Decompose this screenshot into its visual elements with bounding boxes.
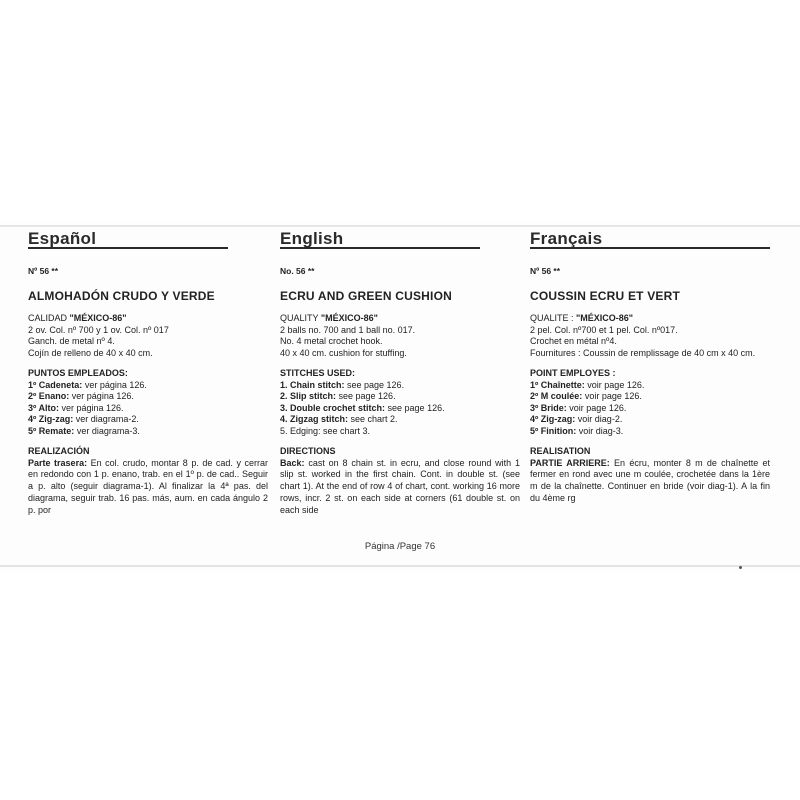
- quality-value: "MÉXICO-86": [576, 313, 634, 323]
- language-heading: Español: [28, 229, 97, 248]
- stitch-name: 3. Double crochet stitch:: [280, 402, 386, 413]
- stitches-list: [280, 380, 520, 438]
- material-item: Ganch. de metal nº 4.: [28, 336, 115, 346]
- stitches-list: [28, 380, 268, 438]
- language-heading: English: [280, 229, 344, 248]
- quality-line: [530, 313, 770, 325]
- stitch-name: 3º Alto:: [28, 402, 59, 413]
- materials-list: [28, 325, 268, 360]
- directions-heading: REALISATION: [530, 446, 591, 456]
- stitch-item: [280, 403, 520, 415]
- stitch-ref: ver página 126.: [58, 402, 124, 413]
- directions-heading: REALIZACIÓN: [28, 446, 90, 456]
- directions-body: En écru, monter 8 m de chaînette et fermer en rond avec une m coulée, crochetée dans la 1ère m de la chaînette. Continuer en bride (voir diag-1). A la fin du 4ème rg: [530, 457, 770, 503]
- stitches-heading: POINT EMPLOYES :: [530, 368, 616, 378]
- directions-heading: DIRECTIONS: [280, 446, 336, 456]
- stitch-item: [530, 380, 770, 392]
- stitch-item: [530, 414, 770, 426]
- stitch-ref: 5. Edging: see chart 3.: [280, 425, 371, 436]
- stitch-name: 4. Zigzag stitch:: [280, 414, 349, 424]
- stitch-item: [530, 403, 770, 415]
- stitches-heading: PUNTOS EMPLEADOS:: [28, 368, 128, 378]
- directions-text: [530, 458, 770, 505]
- material-item: 2 balls no. 700 and 1 ball no. 017.: [280, 324, 416, 335]
- stitch-name: 5º Remate:: [28, 425, 75, 436]
- directions-body: En col. crudo, montar 8 p. de cad. y cerrar en redondo con 1 p. enano, trab. en el 1º p. de cad.. Seguir a p. alto (seguir diagrama-1). Al finalizar la 4ª pas. del diagrama, seguir trab. 16 pas. más, aum. en cada ángulo 2 p. por: [28, 457, 268, 515]
- page-footer: Página /Page 76: [364, 541, 436, 552]
- stitch-name: 1º Cadeneta:: [28, 379, 83, 390]
- stitch-item: [280, 426, 520, 438]
- stitch-ref: voir diag-2.: [575, 414, 623, 424]
- stitch-name: 2º M coulée:: [530, 391, 583, 401]
- stitch-ref: ver diagrama-3.: [74, 425, 140, 436]
- top-divider: [0, 225, 800, 227]
- material-item: No. 4 metal crochet hook.: [280, 336, 383, 346]
- directions-lead: Parte trasera:: [28, 457, 88, 468]
- english-column: [280, 230, 520, 516]
- directions-body: cast on 8 chain st. in ecru, and close round with 1 slip st. worked in the first chain. Cont. in double st. (see chart 1). At the end of row 4 of chart, cont. working 16 more rows, incr. 2 st. on each side at corners (61 double st. on each side: [280, 457, 520, 515]
- materials-list: [280, 325, 520, 360]
- material-item: Fournitures : Coussin de remplissage de 40 cm x 40 cm.: [530, 347, 756, 358]
- stitch-item: [28, 403, 268, 415]
- stitch-name: 4º Zig-zag:: [28, 414, 74, 424]
- stitch-name: 1º Chaînette:: [530, 379, 585, 390]
- stitch-item: [280, 380, 520, 392]
- stitch-item: [280, 391, 520, 403]
- stitch-ref: see page 126.: [336, 391, 396, 401]
- stitch-ref: voir page 126.: [584, 379, 645, 390]
- quality-label: QUALITY: [280, 313, 321, 323]
- stitch-item: [28, 426, 268, 438]
- stitch-ref: see chart 2.: [348, 414, 398, 424]
- quality-value: "MÉXICO-86": [69, 313, 127, 323]
- material-item: Crochet en métal nº4.: [530, 336, 617, 346]
- material-item: Cojín de relleno de 40 x 40 cm.: [28, 347, 153, 358]
- stitch-item: [28, 414, 268, 426]
- pattern-number: No. 56 **: [280, 266, 315, 276]
- material-item: 2 ov. Col. nº 700 y 1 ov. Col. nº 017: [28, 324, 169, 335]
- stitches-list: [530, 380, 770, 438]
- stitch-ref: voir page 126.: [582, 391, 642, 401]
- stitch-item: [28, 391, 268, 403]
- material-item: 2 pel. Col. nº700 et 1 pel. Col. nº017.: [530, 324, 678, 335]
- stitch-ref: ver página 126.: [82, 379, 147, 390]
- materials-list: [530, 325, 770, 360]
- stitch-ref: voir page 126.: [566, 402, 627, 413]
- directions-lead: Back:: [280, 457, 305, 468]
- scan-speck: [739, 566, 742, 569]
- stitch-ref: see page 126.: [385, 402, 445, 413]
- material-item: 40 x 40 cm. cushion for stuffing.: [280, 347, 407, 358]
- stitch-item: [280, 414, 520, 426]
- stitch-name: 5º Finition:: [530, 425, 577, 436]
- stitch-ref: ver página 126.: [69, 391, 134, 401]
- stitch-name: 4º Zig-zag:: [530, 414, 576, 424]
- stitches-heading: STITCHES USED:: [280, 368, 356, 378]
- stitch-ref: voir diag-3.: [576, 425, 624, 436]
- directions-text: [280, 458, 520, 517]
- stitch-item: [530, 426, 770, 438]
- directions-lead: PARTIE ARRIERE:: [530, 457, 610, 468]
- stitch-ref: see page 126.: [344, 379, 405, 390]
- quality-line: [280, 313, 520, 325]
- pattern-title: ECRU AND GREEN CUSHION: [280, 289, 452, 303]
- directions-text: [28, 458, 268, 517]
- pattern-title: ALMOHADÓN CRUDO Y VERDE: [28, 289, 215, 303]
- quality-label: QUALITE :: [530, 313, 577, 323]
- quality-value: "MÉXICO-86": [320, 313, 378, 323]
- bottom-divider: [0, 565, 800, 567]
- stitch-name: 2. Slip stitch:: [280, 391, 337, 401]
- stitch-ref: ver diagrama-2.: [73, 414, 139, 424]
- stitch-item: [28, 380, 268, 392]
- french-column: [530, 230, 770, 505]
- stitch-name: 1. Chain stitch:: [280, 379, 345, 390]
- language-heading: Français: [530, 229, 603, 248]
- stitch-name: 2º Enano:: [28, 391, 70, 401]
- pattern-number: Nº 56 **: [530, 266, 561, 276]
- quality-line: [28, 313, 268, 325]
- stitch-name: 3º Bride:: [530, 402, 567, 413]
- stitch-item: [530, 391, 770, 403]
- spanish-column: [28, 230, 268, 516]
- pattern-number: Nº 56 **: [28, 266, 59, 276]
- quality-label: CALIDAD: [28, 313, 70, 323]
- pattern-title: COUSSIN ECRU ET VERT: [530, 289, 681, 303]
